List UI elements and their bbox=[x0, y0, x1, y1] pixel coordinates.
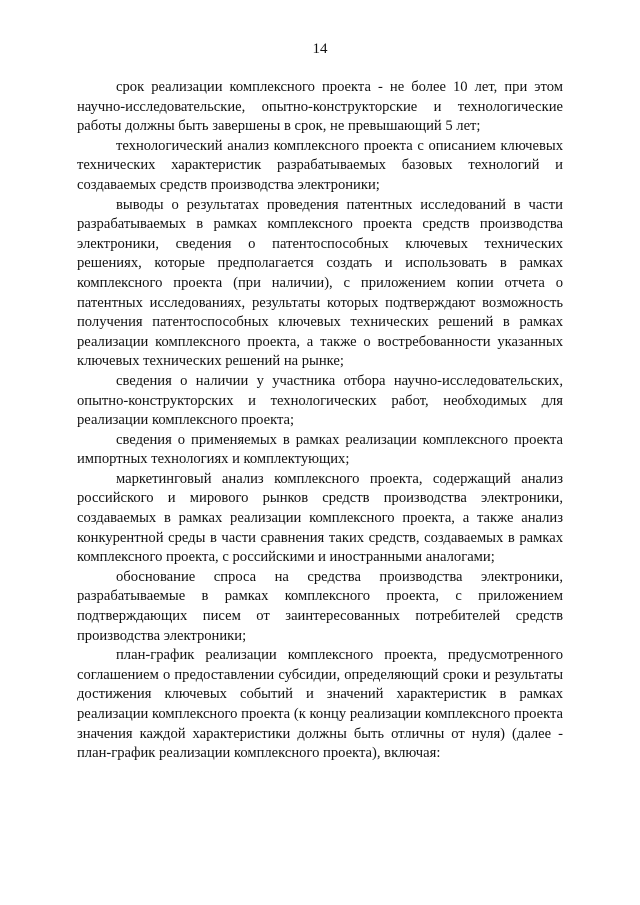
page-number: 14 bbox=[312, 41, 328, 57]
paragraph: план-график реализации комплексного проекта, предусмотренного соглашением о предоставлении субсидии, определяющий сроки и результаты достижения ключевых событий и значений характеристик в рамках реализации комплексного проекта (к концу реализации комплексного проекта значения каждой характеристики должны быть отличны от нуля) (далее - план-график реализации комплексного проекта), включая: bbox=[77, 647, 563, 762]
paragraph: обоснование спроса на средства производства электроники, разрабатываемые в рамках комплексного проекта, с приложением подтверждающих писем от заинтересованных потребителей средств производства электроники; bbox=[77, 568, 563, 644]
paragraph: сведения о применяемых в рамках реализации комплексного проекта импортных технологиях и комплектующих; bbox=[77, 431, 563, 468]
document-body bbox=[77, 78, 563, 764]
paragraph: выводы о результатах проведения патентных исследований в части разрабатываемых в рамках комплексного проекта средств производства электроники, сведения о патентоспособных ключевых технических решениях, которые предполагается создать и использовать в рамках комплексного проекта (при наличии), с приложением копии отчета о патентных исследованиях, результаты которых подтверждают возможность получения патентоспособных ключевых технических решений в рамках реализации комплексного проекта, а также о востребованности указанных ключевых технических решений на рынке; bbox=[77, 196, 563, 370]
paragraph: сведения о наличии у участника отбора научно-исследовательских, опытно-конструкторских и технологических работ, необходимых для реализации комплексного проекта; bbox=[77, 372, 563, 429]
paragraph: срок реализации комплексного проекта - не более 10 лет, при этом научно-исследовательские, опытно-конструкторские и технологические работы должны быть завершены в срок, не превышающий 5 лет; bbox=[77, 79, 563, 135]
paragraph: технологический анализ комплексного проекта с описанием ключевых технических характеристик разрабатываемых базовых технологий и создаваемых средств производства электроники; bbox=[77, 137, 563, 193]
paragraph: маркетинговый анализ комплексного проекта, содержащий анализ российского и мирового рынков средств производства электроники, создаваемых в рамках реализации комплексного проекта, а также анализ конкурентной среды в части сравнения таких средств, создаваемых в рамках комплексного проекта, с российскими и иностранными аналогами; bbox=[77, 470, 563, 566]
